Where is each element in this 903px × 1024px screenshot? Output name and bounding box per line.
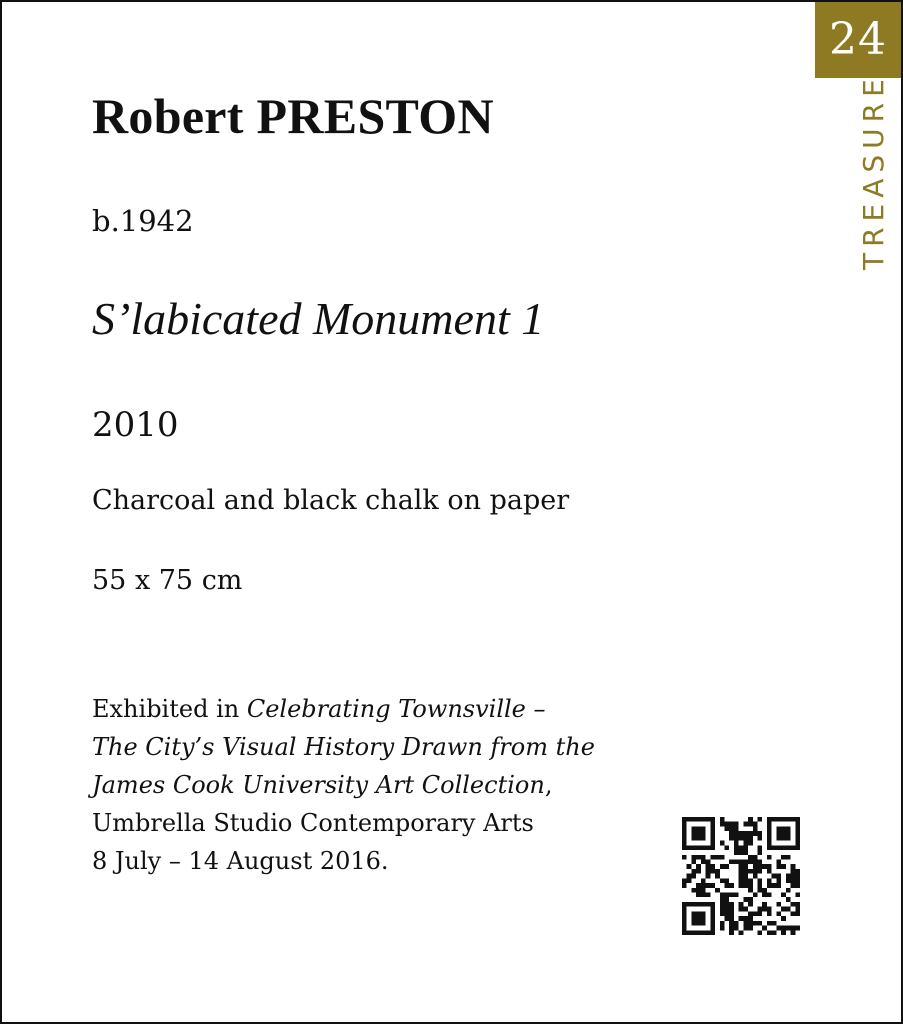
item-number-badge: 24 [815,2,901,78]
exhibition-title-part-2: The City’s Visual History Drawn from the [92,733,595,761]
exhibition-title-part-1: Celebrating Townsville – [246,695,546,723]
exhibition-line-3 [92,766,682,804]
exhibition-prefix: Exhibited in [92,695,247,723]
exhibition-dates: 8 July – 14 August 2016. [92,847,389,875]
artist-birth-year: b.1942 [92,204,194,238]
exhibition-comma: , [544,771,553,799]
artwork-title: S’labicated Monument 1 [92,293,545,344]
artwork-medium: Charcoal and black chalk on paper [92,485,570,516]
artwork-year: 2010 [92,405,179,445]
qr-code-icon[interactable] [682,817,800,935]
artist-name: Robert PRESTON [92,88,494,144]
exhibition-venue: Umbrella Studio Contemporary Arts [92,809,534,837]
section-label: TREASURE [857,73,890,270]
artwork-dimensions: 55 x 75 cm [92,565,243,596]
exhibition-title-part-3: James Cook University Art Collection [92,771,545,799]
exhibition-note [92,690,682,880]
exhibition-line-1 [92,690,682,728]
